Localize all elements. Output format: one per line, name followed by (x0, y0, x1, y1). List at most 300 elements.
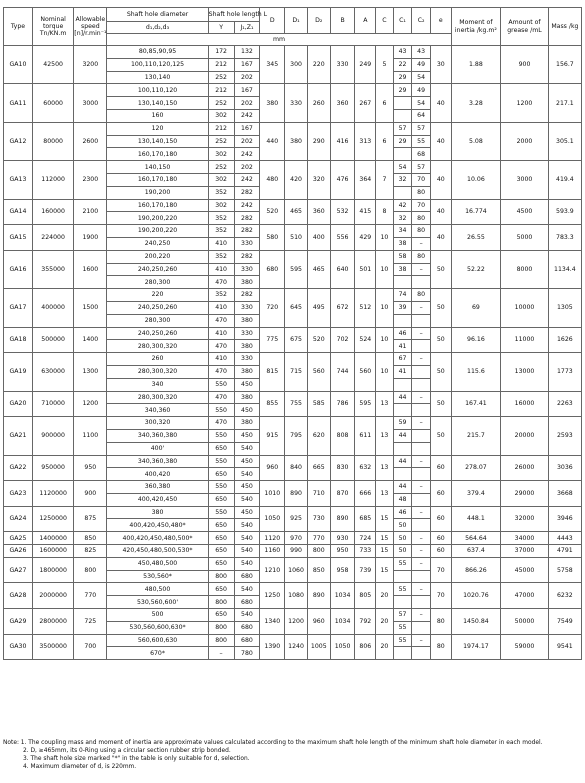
cell-C2: – (412, 237, 431, 250)
cell-shaft-diameter: 380 (107, 506, 208, 519)
cell-shaft-diameter: 80,85,90,95 (107, 46, 208, 59)
cell-inertia: 1974.17 (451, 634, 501, 660)
cell-C2 (412, 314, 431, 327)
cell-B: 786 (330, 391, 355, 417)
cell-inertia: 637.4 (451, 545, 501, 558)
cell-shaft-diameter: 130,140,150 (107, 135, 208, 148)
header-type: Type (4, 8, 33, 46)
cell-grease: 37000 (501, 545, 549, 558)
cell-shaft-diameter: 280,300,320 (107, 340, 208, 353)
cell-type: GA13 (4, 161, 33, 199)
cell-inertia: 866.26 (451, 557, 501, 583)
cell-grease: 3000 (501, 161, 549, 199)
cell-C1: 34 (393, 225, 412, 238)
cell-C: 15 (376, 532, 394, 545)
cell-type: GA15 (4, 225, 33, 251)
cell-mass: 593.9 (548, 199, 581, 225)
cell-grease: 20000 (501, 417, 549, 455)
header-mass: Mass /kg (548, 8, 581, 46)
cell-C2: – (412, 263, 431, 276)
cell-y: 650 (208, 493, 234, 506)
cell-D2: 495 (307, 289, 330, 327)
cell-speed: 1400 (74, 327, 107, 353)
table-row (4, 84, 582, 97)
cell-C1: 67 (393, 353, 412, 366)
cell-type: GA27 (4, 557, 33, 583)
cell-torque: 400000 (32, 289, 73, 327)
cell-grease: 4500 (501, 199, 549, 225)
cell-y: 410 (208, 327, 234, 340)
cell-A: 805 (355, 583, 376, 609)
cell-speed: 770 (74, 583, 107, 609)
cell-D1: 1200 (285, 609, 308, 635)
cell-C1: 32 (393, 212, 412, 225)
cell-C1: 38 (393, 263, 412, 276)
cell-D1: 595 (285, 250, 308, 288)
cell-C2 (412, 468, 431, 481)
cell-B: 532 (330, 199, 355, 225)
cell-torque: 500000 (32, 327, 73, 353)
cell-mass: 783.3 (548, 225, 581, 251)
cell-j1z1: 242 (234, 199, 260, 212)
cell-speed: 900 (74, 481, 107, 507)
cell-y: 470 (208, 276, 234, 289)
cell-mass: 7549 (548, 609, 581, 635)
cell-shaft-diameter: 280,300,320 (107, 365, 208, 378)
cell-y: 650 (208, 442, 234, 455)
cell-j1z1: 450 (234, 378, 260, 391)
cell-D1: 420 (285, 161, 308, 199)
header-C2: C₂ (412, 8, 431, 34)
cell-B: 1050 (330, 634, 355, 660)
cell-B: 556 (330, 225, 355, 251)
cell-j1z1: 380 (234, 314, 260, 327)
cell-C1: 44 (393, 429, 412, 442)
cell-y: 650 (208, 545, 234, 558)
cell-shaft-diameter: 530,560,600' (107, 596, 208, 609)
cell-inertia: 379.4 (451, 481, 501, 507)
cell-type: GA22 (4, 455, 33, 481)
cell-grease: 16000 (501, 391, 549, 417)
cell-torque: 80000 (32, 122, 73, 160)
table-row (4, 417, 582, 430)
cell-torque: 1120000 (32, 481, 73, 507)
cell-e: 80 (430, 609, 451, 635)
cell-D2: 620 (307, 417, 330, 455)
cell-grease: 32000 (501, 506, 549, 532)
cell-shaft-diameter: 340,360,380 (107, 429, 208, 442)
cell-mass: 4443 (548, 532, 581, 545)
cell-C2 (412, 621, 431, 634)
cell-type: GA23 (4, 481, 33, 507)
cell-e: 70 (430, 557, 451, 583)
cell-shaft-diameter: 400' (107, 442, 208, 455)
cell-y: 410 (208, 301, 234, 314)
cell-j1z1: 450 (234, 506, 260, 519)
cell-D: 1160 (260, 545, 285, 558)
cell-D: 720 (260, 289, 285, 327)
cell-A: 512 (355, 289, 376, 327)
cell-grease: 47000 (501, 583, 549, 609)
cell-type: GA18 (4, 327, 33, 353)
cell-y: 252 (208, 71, 234, 84)
cell-torque: 160000 (32, 199, 73, 225)
cell-D: 960 (260, 455, 285, 481)
cell-mass: 156.7 (548, 46, 581, 84)
cell-grease: 34000 (501, 532, 549, 545)
cell-C2 (412, 276, 431, 289)
cell-y: 302 (208, 199, 234, 212)
cell-j1z1: 540 (234, 519, 260, 532)
cell-j1z1: 380 (234, 417, 260, 430)
cell-D2: 585 (307, 391, 330, 417)
cell-type: GA26 (4, 545, 33, 558)
cell-e: 40 (430, 84, 451, 122)
cell-y: 650 (208, 532, 234, 545)
cell-inertia: 3.28 (451, 84, 501, 122)
cell-C: 7 (376, 161, 394, 199)
cell-C1: 39 (393, 301, 412, 314)
cell-C1 (393, 442, 412, 455)
cell-e: 80 (430, 634, 451, 660)
cell-D2: 560 (307, 353, 330, 391)
cell-shaft-diameter: 130,140,150 (107, 97, 208, 110)
cell-e: 40 (430, 161, 451, 199)
cell-y: 650 (208, 519, 234, 532)
cell-C1 (393, 647, 412, 660)
cell-speed: 875 (74, 506, 107, 532)
cell-B: 744 (330, 353, 355, 391)
cell-j1z1: 680 (234, 596, 260, 609)
cell-D: 680 (260, 250, 285, 288)
cell-C: 15 (376, 557, 394, 583)
cell-C2: – (412, 557, 431, 570)
cell-shaft-diameter: 400,420,450,480* (107, 519, 208, 532)
cell-y: 252 (208, 97, 234, 110)
cell-C2: 80 (412, 289, 431, 302)
header-grease: Amount of grease /mL (501, 8, 549, 46)
cell-speed: 825 (74, 545, 107, 558)
cell-shaft-diameter: 530,560* (107, 570, 208, 583)
cell-shaft-diameter: 280,300 (107, 314, 208, 327)
cell-D1: 675 (285, 327, 308, 353)
cell-j1z1: 167 (234, 58, 260, 71)
cell-y: 550 (208, 455, 234, 468)
cell-y: 410 (208, 263, 234, 276)
table-row (4, 199, 582, 212)
cell-D: 1390 (260, 634, 285, 660)
cell-D: 1340 (260, 609, 285, 635)
cell-shaft-diameter: 190,200,220 (107, 225, 208, 238)
cell-C1: 57 (393, 122, 412, 135)
cell-grease: 11000 (501, 327, 549, 353)
cell-B: 702 (330, 327, 355, 353)
cell-C1 (393, 596, 412, 609)
cell-D2: 890 (307, 583, 330, 609)
cell-speed: 850 (74, 532, 107, 545)
cell-shaft-diameter: 160,170,180 (107, 173, 208, 186)
cell-y: 352 (208, 212, 234, 225)
cell-C2 (412, 429, 431, 442)
cell-y: 470 (208, 417, 234, 430)
note-1: Note: 1. The coupling mass and moment of inertia are approximate values calculated according to the maximum shaft hole length of the minimum shaft hole diameter in each model. (3, 740, 543, 746)
cell-C2 (412, 519, 431, 532)
cell-shaft-diameter: 260 (107, 353, 208, 366)
cell-mass: 5758 (548, 557, 581, 583)
cell-D: 380 (260, 84, 285, 122)
cell-C1 (393, 276, 412, 289)
cell-speed: 700 (74, 634, 107, 660)
cell-type: GA11 (4, 84, 33, 122)
cell-D2: 400 (307, 225, 330, 251)
cell-C1: 74 (393, 289, 412, 302)
cell-torque: 3500000 (32, 634, 73, 660)
cell-D2: 770 (307, 532, 330, 545)
cell-e: 60 (430, 455, 451, 481)
cell-D1: 840 (285, 455, 308, 481)
cell-C1: 22 (393, 58, 412, 71)
cell-e: 60 (430, 481, 451, 507)
cell-B: 476 (330, 161, 355, 199)
cell-shaft-diameter: 480,500 (107, 583, 208, 596)
cell-A: 666 (355, 481, 376, 507)
cell-A: 739 (355, 557, 376, 583)
cell-torque: 224000 (32, 225, 73, 251)
table-row (4, 634, 582, 647)
cell-type: GA28 (4, 583, 33, 609)
cell-A: 524 (355, 327, 376, 353)
cell-D2: 1005 (307, 634, 330, 660)
cell-grease: 45000 (501, 557, 549, 583)
cell-C1: 59 (393, 417, 412, 430)
cell-speed: 950 (74, 455, 107, 481)
cell-y: 650 (208, 609, 234, 622)
cell-shaft-diameter: 240,250,260 (107, 327, 208, 340)
table-row (4, 225, 582, 238)
cell-speed: 1200 (74, 391, 107, 417)
cell-B: 360 (330, 84, 355, 122)
table-row (4, 455, 582, 468)
cell-j1z1: 450 (234, 429, 260, 442)
table-row (4, 250, 582, 263)
cell-C1: 32 (393, 173, 412, 186)
cell-C1: 58 (393, 250, 412, 263)
cell-j1z1: 167 (234, 122, 260, 135)
header-torque: Nominal torque Tn/KN.m (32, 8, 73, 46)
cell-D2: 220 (307, 46, 330, 84)
cell-C2 (412, 340, 431, 353)
cell-speed: 1300 (74, 353, 107, 391)
cell-shaft-diameter: 140,150 (107, 161, 208, 174)
cell-torque: 355000 (32, 250, 73, 288)
cell-D2: 960 (307, 609, 330, 635)
cell-C2: 49 (412, 58, 431, 71)
cell-C1: 48 (393, 493, 412, 506)
cell-mass: 2263 (548, 391, 581, 417)
header-D: D (260, 8, 285, 34)
cell-D2: 320 (307, 161, 330, 199)
cell-D: 345 (260, 46, 285, 84)
cell-mass: 4791 (548, 545, 581, 558)
cell-D1: 645 (285, 289, 308, 327)
table-row (4, 289, 582, 302)
cell-j1z1: 242 (234, 109, 260, 122)
cell-shaft-diameter: 120 (107, 122, 208, 135)
cell-C1: 44 (393, 391, 412, 404)
cell-C1: 43 (393, 46, 412, 59)
cell-D1: 970 (285, 532, 308, 545)
cell-shaft-diameter: 360,380 (107, 481, 208, 494)
cell-j1z1: 242 (234, 148, 260, 161)
cell-j1z1: 680 (234, 570, 260, 583)
cell-A: 249 (355, 46, 376, 84)
cell-j1z1: 540 (234, 609, 260, 622)
table-row (4, 327, 582, 340)
cell-D1: 510 (285, 225, 308, 251)
cell-y: 302 (208, 173, 234, 186)
cell-mass: 3946 (548, 506, 581, 532)
cell-type: GA29 (4, 609, 33, 635)
cell-y: 410 (208, 353, 234, 366)
cell-C2: – (412, 481, 431, 494)
cell-mass: 1305 (548, 289, 581, 327)
table-body (4, 46, 582, 660)
cell-y: 252 (208, 135, 234, 148)
header-D1: D₁ (285, 8, 308, 34)
cell-j1z1: 282 (234, 289, 260, 302)
cell-type: GA14 (4, 199, 33, 225)
table-row (4, 353, 582, 366)
cell-B: 1034 (330, 609, 355, 635)
cell-D1: 795 (285, 417, 308, 455)
cell-j1z1: 540 (234, 532, 260, 545)
cell-B: 958 (330, 557, 355, 583)
cell-D: 915 (260, 417, 285, 455)
cell-C2 (412, 647, 431, 660)
cell-shaft-diameter: 400,420,450 (107, 493, 208, 506)
cell-C1: 50 (393, 519, 412, 532)
table-row (4, 557, 582, 570)
cell-j1z1: 540 (234, 442, 260, 455)
note-3: 3. The shaft hole size marked "*" in the table is only suitable for d, selection. (23, 756, 250, 762)
cell-torque: 950000 (32, 455, 73, 481)
cell-shaft-diameter: 190,200,220 (107, 212, 208, 225)
cell-torque: 2800000 (32, 609, 73, 635)
cell-j1z1: 282 (234, 225, 260, 238)
cell-e: 50 (430, 353, 451, 391)
cell-C: 6 (376, 122, 394, 160)
cell-shaft-diameter: 160,170,180 (107, 199, 208, 212)
cell-C1: 54 (393, 161, 412, 174)
cell-shaft-diameter: 240,250,260 (107, 263, 208, 276)
cell-C: 5 (376, 46, 394, 84)
cell-type: GA25 (4, 532, 33, 545)
cell-D: 775 (260, 327, 285, 353)
cell-shaft-diameter: 240,250,260 (107, 301, 208, 314)
cell-torque: 1400000 (32, 532, 73, 545)
cell-A: 267 (355, 84, 376, 122)
cell-C2: 70 (412, 173, 431, 186)
cell-shaft-diameter: 340,360 (107, 404, 208, 417)
cell-C: 10 (376, 327, 394, 353)
cell-shaft-diameter: 560,600,630 (107, 634, 208, 647)
cell-e: 70 (430, 583, 451, 609)
cell-j1z1: 450 (234, 481, 260, 494)
cell-j1z1: 330 (234, 263, 260, 276)
cell-e: 60 (430, 532, 451, 545)
cell-A: 806 (355, 634, 376, 660)
cell-C2: 54 (412, 71, 431, 84)
cell-C: 6 (376, 84, 394, 122)
cell-j1z1: 330 (234, 353, 260, 366)
cell-j1z1: 202 (234, 97, 260, 110)
cell-torque: 42500 (32, 46, 73, 84)
cell-inertia: 1450.84 (451, 609, 501, 635)
cell-C: 8 (376, 199, 394, 225)
cell-speed: 1500 (74, 289, 107, 327)
cell-y: 352 (208, 289, 234, 302)
cell-C1: 46 (393, 506, 412, 519)
table-row (4, 481, 582, 494)
cell-inertia: 5.08 (451, 122, 501, 160)
cell-C1: 41 (393, 340, 412, 353)
cell-mass: 217.1 (548, 84, 581, 122)
cell-C2: – (412, 532, 431, 545)
cell-mass: 6232 (548, 583, 581, 609)
cell-e: 40 (430, 122, 451, 160)
cell-y: 172 (208, 46, 234, 59)
cell-y: 410 (208, 237, 234, 250)
cell-j1z1: 282 (234, 186, 260, 199)
cell-torque: 1250000 (32, 506, 73, 532)
cell-D: 1010 (260, 481, 285, 507)
cell-mass: 1134.4 (548, 250, 581, 288)
cell-D1: 715 (285, 353, 308, 391)
cell-D1: 890 (285, 481, 308, 507)
cell-C2 (412, 493, 431, 506)
cell-j1z1: 282 (234, 250, 260, 263)
cell-type: GA12 (4, 122, 33, 160)
cell-C2 (412, 442, 431, 455)
cell-y: 470 (208, 365, 234, 378)
cell-B: 930 (330, 532, 355, 545)
coupling-spec-table-container (3, 7, 582, 660)
cell-C: 10 (376, 353, 394, 391)
table-row (4, 506, 582, 519)
cell-D2: 710 (307, 481, 330, 507)
cell-shaft-diameter: 530,560,600,630* (107, 621, 208, 634)
table-row (4, 609, 582, 622)
cell-C: 10 (376, 289, 394, 327)
cell-A: 364 (355, 161, 376, 199)
cell-D2: 800 (307, 545, 330, 558)
cell-e: 40 (430, 225, 451, 251)
cell-C1 (393, 314, 412, 327)
cell-D1: 1060 (285, 557, 308, 583)
cell-j1z1: 540 (234, 583, 260, 596)
cell-B: 870 (330, 481, 355, 507)
cell-grease: 50000 (501, 609, 549, 635)
cell-C1: 50 (393, 545, 412, 558)
cell-speed: 2300 (74, 161, 107, 199)
cell-C2: – (412, 506, 431, 519)
cell-torque: 60000 (32, 84, 73, 122)
cell-y: 550 (208, 429, 234, 442)
cell-y: 800 (208, 570, 234, 583)
cell-C: 10 (376, 250, 394, 288)
cell-B: 950 (330, 545, 355, 558)
cell-D: 580 (260, 225, 285, 251)
